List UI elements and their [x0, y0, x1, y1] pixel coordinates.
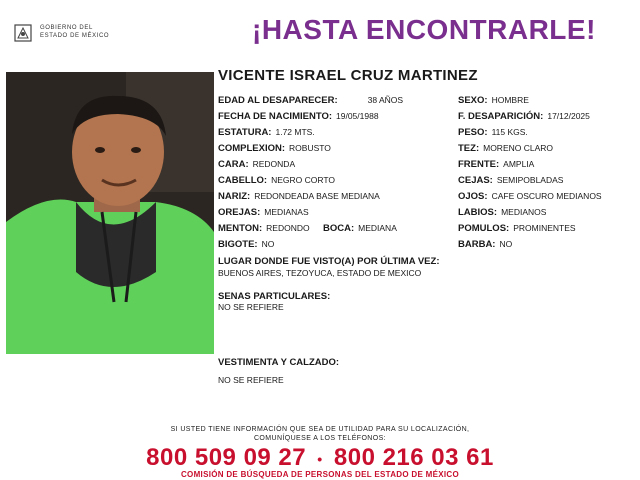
field-value: MEDIANOS	[501, 207, 547, 217]
commission-name: COMISIÓN DE BÚSQUEDA DE PERSONAS DEL ESTADO DE MÉXICO	[180, 470, 459, 479]
field-label: PESO:	[458, 127, 488, 138]
field-orejas	[218, 207, 309, 218]
field-value: NEGRO CORTO	[271, 175, 335, 185]
field-value: 17/12/2025	[547, 111, 590, 121]
phone-numbers	[0, 444, 640, 472]
field-label: CARA:	[218, 159, 249, 170]
field-value: REDONDA	[252, 159, 296, 169]
field-label: CEJAS:	[458, 175, 493, 186]
field-label: OREJAS:	[218, 207, 261, 218]
clothing-label: VESTIMENTA Y CALZADO:	[218, 357, 340, 368]
field-value: MEDIANA	[358, 223, 397, 233]
field-value: MEDIANAS	[264, 207, 309, 217]
portrait-illustration	[6, 72, 214, 354]
field-value: SEMIPOBLADAS	[496, 175, 564, 185]
field-fecha-desaparicion	[458, 111, 590, 122]
field-sexo	[458, 95, 529, 106]
person-name: VICENTE ISRAEL CRUZ MARTINEZ	[218, 67, 478, 84]
field-label: FECHA DE NACIMIENTO:	[218, 111, 332, 122]
distinguishing-marks-value: NO SE REFIERE	[218, 302, 284, 312]
field-labios	[458, 207, 546, 218]
field-cejas	[458, 175, 563, 186]
field-tez	[458, 143, 553, 154]
field-label: LABIOS:	[458, 207, 498, 218]
field-menton	[218, 223, 310, 234]
missing-person-photo	[6, 72, 214, 354]
field-label: BOCA:	[323, 223, 355, 234]
field-value: NO	[499, 239, 513, 249]
last-seen-value: BUENOS AIRES, TEZOYUCA, ESTADO DE MEXICO	[218, 268, 422, 278]
phone-number-1[interactable]: 800 509 09 27	[146, 444, 307, 471]
field-frente	[458, 159, 534, 170]
field-value: HOMBRE	[491, 95, 529, 105]
field-value: 1.72 MTS.	[275, 127, 315, 137]
field-cara	[218, 159, 295, 170]
field-value: MORENO CLARO	[483, 143, 554, 153]
field-value: ROBUSTO	[289, 143, 331, 153]
phone-number-2[interactable]: 800 216 03 61	[333, 444, 494, 471]
clothing-value: NO SE REFIERE	[218, 375, 284, 385]
footer-note-line2: COMUNÍQUESE A LOS TELÉFONOS:	[253, 435, 387, 442]
field-peso	[458, 127, 528, 138]
field-value: 115 KGS.	[491, 127, 528, 137]
field-label: POMULOS:	[458, 223, 510, 234]
field-value: REDONDEADA BASE MEDIANA	[254, 191, 380, 201]
field-ojos	[458, 191, 602, 202]
coat-of-arms-icon	[12, 22, 34, 44]
field-label: MENTON:	[218, 223, 263, 234]
field-value: 19/05/1988	[336, 111, 379, 121]
field-boca	[323, 223, 397, 234]
field-value: NO	[261, 239, 275, 249]
field-bigote	[218, 239, 274, 250]
field-value: AMPLIA	[503, 159, 535, 169]
distinguishing-marks-label: SENAS PARTICULARES:	[218, 291, 331, 302]
field-label: NARIZ:	[218, 191, 251, 202]
field-label: FRENTE:	[458, 159, 500, 170]
field-label: ESTATURA:	[218, 127, 272, 138]
field-cabello	[218, 175, 335, 186]
field-label: F. DESAPARICIÓN:	[458, 111, 544, 122]
field-estatura	[218, 127, 315, 138]
field-complexion	[218, 143, 331, 154]
field-nariz	[218, 191, 380, 202]
field-value: REDONDO	[266, 223, 310, 233]
field-value: 38 AÑOS	[367, 95, 404, 105]
field-label: CABELLO:	[218, 175, 268, 186]
field-pomulos	[458, 223, 576, 234]
field-fecha-nacimiento	[218, 111, 379, 122]
field-label: OJOS:	[458, 191, 488, 202]
phone-separator: •	[317, 450, 323, 467]
field-label: BARBA:	[458, 239, 496, 250]
logo-text-line1: GOBIERNO DEL	[40, 25, 93, 31]
field-label: SEXO:	[458, 95, 488, 106]
logo-text-line2: ESTADO DE MÉXICO	[40, 33, 110, 39]
field-value: CAFE OSCURO MEDIANOS	[491, 191, 602, 201]
field-barba	[458, 239, 512, 250]
last-seen-label: LUGAR DONDE FUE VISTO(A) POR ÚLTIMA VEZ:	[218, 256, 440, 267]
footer-note-line1: SI USTED TIENE INFORMACIÓN QUE SEA DE UTILIDAD PARA SU LOCALIZACIÓN,	[170, 426, 470, 433]
field-label: TEZ:	[458, 143, 480, 154]
field-value: PROMINENTES	[513, 223, 576, 233]
headline: ¡HASTA ENCONTRARLE!	[252, 14, 596, 45]
field-edad	[218, 95, 403, 106]
field-label: EDAD AL DESAPARECER:	[218, 95, 338, 106]
field-label: BIGOTE:	[218, 239, 258, 250]
field-label: COMPLEXION:	[218, 143, 286, 154]
government-logo	[12, 22, 122, 46]
